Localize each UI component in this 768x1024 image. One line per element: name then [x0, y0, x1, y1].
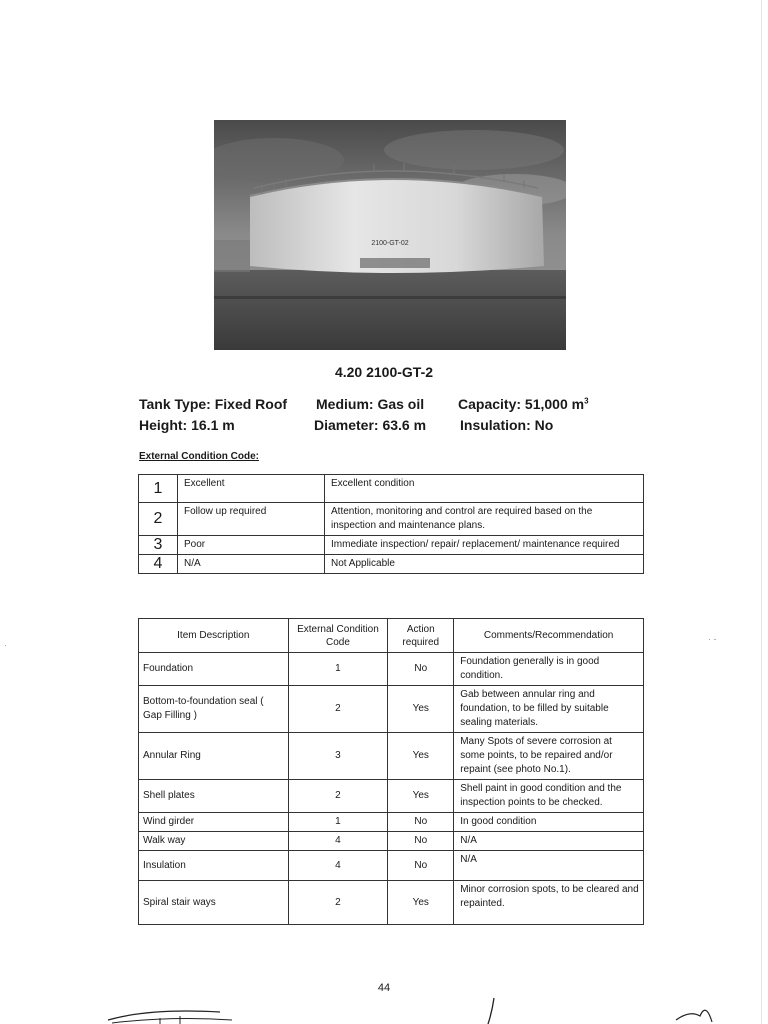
item-name: Foundation	[139, 653, 289, 686]
item-code: 2	[288, 780, 388, 813]
table-row	[139, 881, 644, 925]
capacity	[458, 396, 589, 412]
item-code: 2	[288, 881, 388, 925]
insulation: Insulation: No	[460, 417, 554, 433]
code-description: Not Applicable	[325, 555, 644, 574]
header-comments: Comments/Recommendation	[454, 619, 644, 653]
item-action: Yes	[388, 733, 454, 780]
condition-code-row	[139, 555, 644, 574]
item-name: Walk way	[139, 832, 289, 851]
item-name: Shell plates	[139, 780, 289, 813]
item-code: 3	[288, 733, 388, 780]
table-row	[139, 686, 644, 733]
table-row	[139, 832, 644, 851]
condition-code-row	[139, 536, 644, 555]
item-comment: Many Spots of severe corrosion at some points, to be repaired and/or repaint (see photo No.1).	[454, 733, 644, 780]
tank-type: Tank Type: Fixed Roof	[139, 396, 288, 412]
margin-mark: · -	[708, 634, 717, 644]
header-action-required: Action required	[388, 619, 454, 653]
code-label: N/A	[178, 555, 325, 574]
inspection-items-table	[138, 618, 644, 925]
table-row	[139, 851, 644, 881]
header-condition-code: External Condition Code	[288, 619, 388, 653]
code-label: Poor	[178, 536, 325, 555]
item-code: 1	[288, 813, 388, 832]
signature-scribbles-icon	[0, 990, 768, 1024]
medium: Medium: Gas oil	[316, 396, 425, 412]
item-action: Yes	[388, 686, 454, 733]
item-comment: Shell paint in good condition and the inspection points to be checked.	[454, 780, 644, 813]
item-comment: Gab between annular ring and foundation, to be filled by suitable sealing materials.	[454, 686, 644, 733]
item-action: No	[388, 851, 454, 881]
condition-code-heading: External Condition Code:	[139, 451, 259, 462]
code-label: Follow up required	[178, 503, 325, 536]
table-header-row	[139, 619, 644, 653]
item-action: No	[388, 832, 454, 851]
code-number: 2	[139, 503, 178, 536]
table-row	[139, 780, 644, 813]
condition-code-table	[138, 474, 644, 574]
condition-code-row	[139, 475, 644, 503]
item-action: Yes	[388, 780, 454, 813]
table-row	[139, 733, 644, 780]
item-name: Annular Ring	[139, 733, 289, 780]
capacity-value: Capacity: 51,000 m	[458, 396, 585, 412]
table-row	[139, 813, 644, 832]
code-number: 4	[139, 555, 178, 574]
capacity-unit-sup: 3	[584, 396, 589, 406]
item-code: 4	[288, 851, 388, 881]
item-code: 4	[288, 832, 388, 851]
section-title: 4.20 2100-GT-2	[334, 364, 434, 380]
item-code: 1	[288, 653, 388, 686]
item-code: 2	[288, 686, 388, 733]
item-name: Insulation	[139, 851, 289, 881]
storage-tank-photo-icon	[214, 120, 566, 350]
item-comment: N/A	[454, 832, 644, 851]
item-action: No	[388, 813, 454, 832]
code-description: Excellent condition	[325, 475, 644, 503]
condition-code-row	[139, 503, 644, 536]
code-label: Excellent	[178, 475, 325, 503]
item-action: Yes	[388, 881, 454, 925]
code-description: Immediate inspection/ repair/ replacement/ maintenance required	[325, 536, 644, 555]
item-name: Wind girder	[139, 813, 289, 832]
table-row	[139, 653, 644, 686]
item-comment: In good condition	[454, 813, 644, 832]
item-name: Spiral stair ways	[139, 881, 289, 925]
item-action: No	[388, 653, 454, 686]
page-edge	[761, 0, 762, 1024]
height: Height: 16.1 m	[139, 417, 235, 433]
margin-mark: ·	[4, 640, 7, 650]
code-number: 3	[139, 536, 178, 555]
diameter: Diameter: 63.6 m	[314, 417, 427, 433]
code-description: Attention, monitoring and control are required based on the inspection and maintenance plans.	[325, 503, 644, 536]
page-number: 44	[377, 982, 391, 994]
code-number: 1	[139, 475, 178, 503]
item-comment: N/A	[454, 851, 644, 881]
tank-photo	[214, 120, 566, 350]
item-comment: Foundation generally is in good condition.	[454, 653, 644, 686]
item-comment: Minor corrosion spots, to be cleared and repainted.	[454, 881, 644, 925]
item-name: Bottom-to-foundation seal ( Gap Filling )	[139, 686, 289, 733]
tank-label-text: 2100-GT-02	[371, 240, 409, 247]
header-item-description: Item Description	[139, 619, 289, 653]
